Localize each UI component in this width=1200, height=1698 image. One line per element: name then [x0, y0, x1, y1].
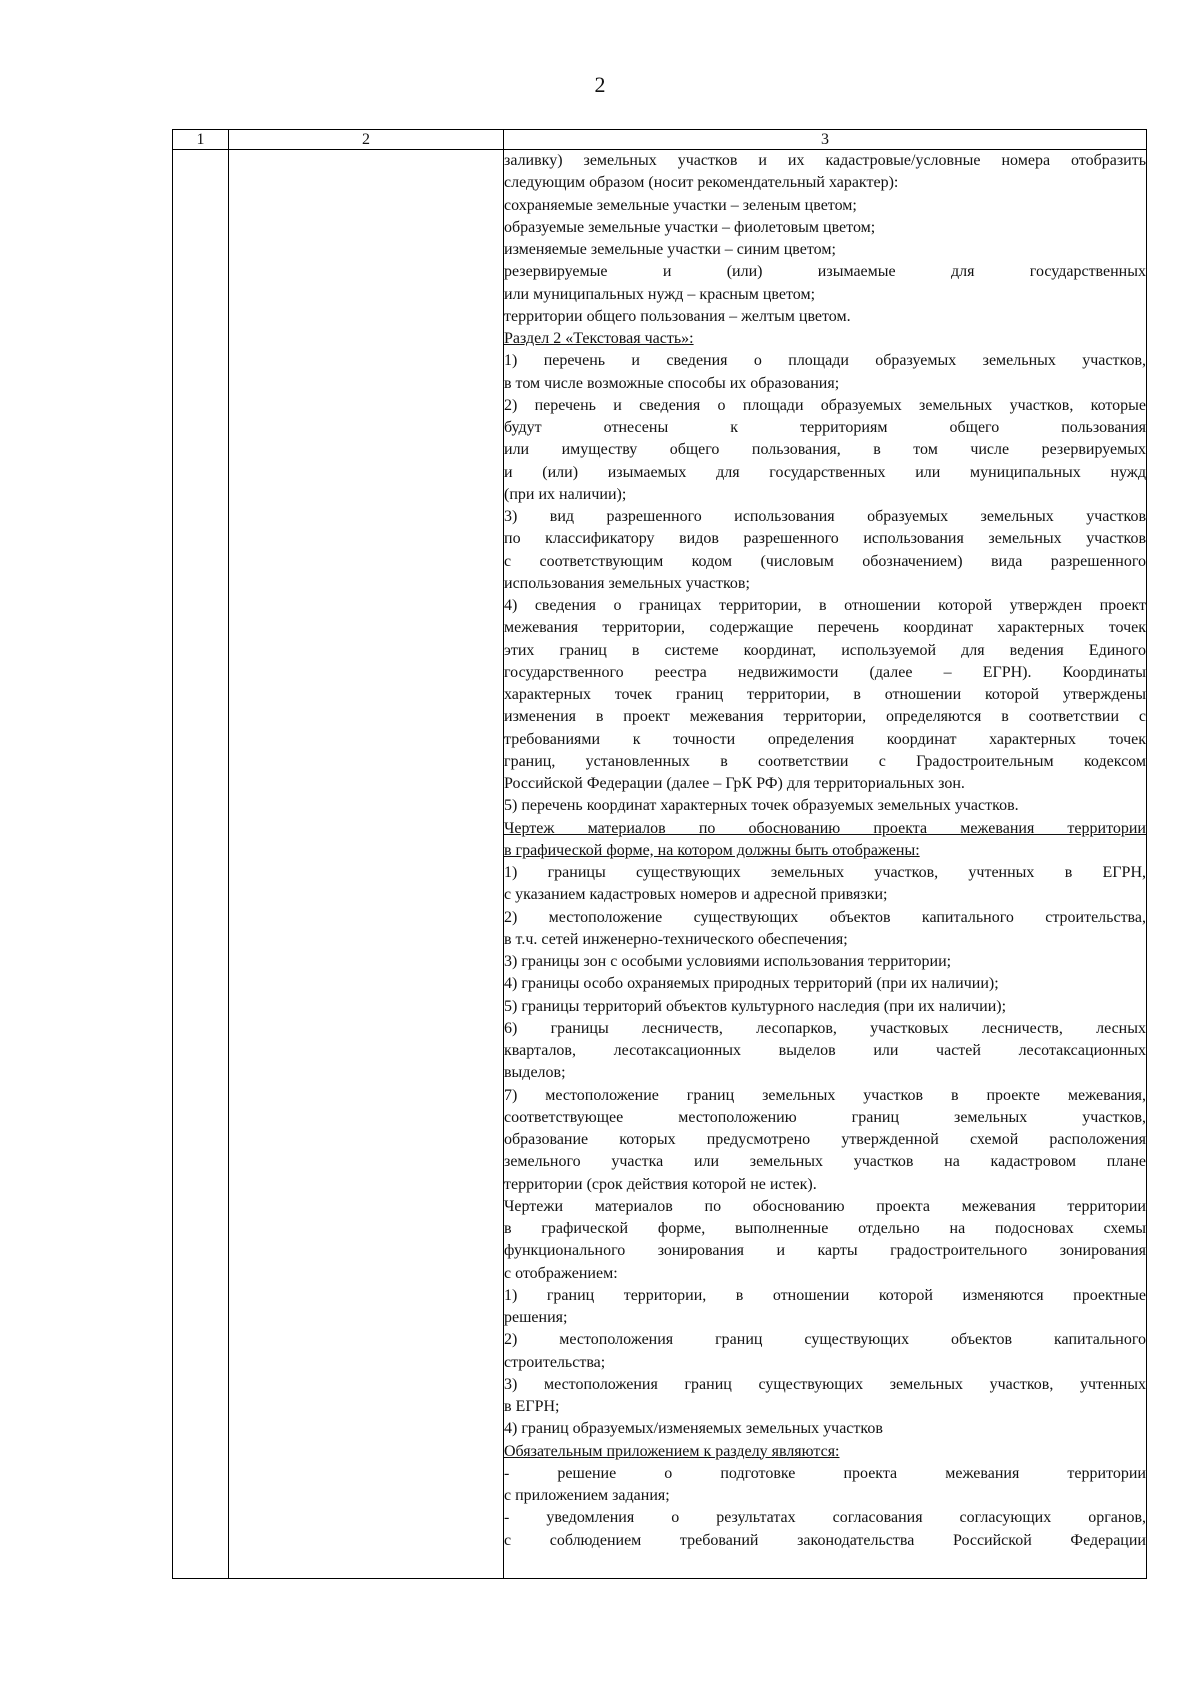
text-line: в ЕГРН;: [504, 1398, 560, 1415]
text-line: изменяемые земельные участки – синим цветом;: [504, 241, 836, 258]
text-line: в том числе возможные способы их образования;: [504, 374, 840, 392]
column-header-1: 1: [173, 130, 229, 150]
text-line: требованиями к точности определения координат характерных точек: [504, 730, 1146, 748]
text-line: Российской Федерации (далее – ГрК РФ) для территориальных зон.: [504, 775, 965, 792]
text-line: и (или) изымаемых для государственных или муниципальных нужд: [504, 463, 1146, 481]
text-line: или муниципальных нужд – красным цветом;: [504, 285, 816, 303]
text-line: 3) границы зон с особыми условиями использования территории;: [504, 953, 952, 970]
text-line: с соответствующим кодом (числовым обозначением) вида разрешенного: [504, 552, 1146, 570]
text-line: резервируемые и (или) изымаемые для государственных: [504, 263, 1146, 281]
table-row: [173, 150, 1147, 1579]
text-line: образование которых предусмотрено утвержденной схемой расположения: [504, 1131, 1146, 1148]
text-line: межевания территории, содержащие перечень координат характерных точек: [504, 619, 1146, 637]
table-header-row: [173, 130, 1147, 150]
text-line: Чертежи материалов по обоснованию проекта межевания территории: [504, 1197, 1146, 1215]
text-line: 4) сведения о границах территории, в отношении которой утвержден проект: [504, 597, 1146, 614]
text-line: будут отнесены к территориям общего пользования: [504, 419, 1146, 436]
text-line: государственного реестра недвижимости (далее – ЕГРН). Координаты: [504, 663, 1146, 681]
cell-name: [229, 150, 504, 1579]
requirements-table: [172, 129, 1147, 1579]
text-line: функционального зонирования и карты градостроительного зонирования: [504, 1242, 1146, 1260]
text-line: в графической форме, на котором должны быть отображены:: [504, 841, 920, 859]
cell-requirements: [504, 150, 1147, 1579]
text-line: границ, установленных в соответствии с Градостроительным кодексом: [504, 752, 1146, 770]
cell-number: [173, 150, 229, 1579]
text-line: 5) границы территорий объектов культурного наследия (при их наличии);: [504, 997, 1007, 1015]
text-line: 6) границы лесничеств, лесопарков, участковых лесничеств, лесных: [504, 1019, 1146, 1037]
text-line: характерных точек границ территории, в отношении которой утверждены: [504, 686, 1146, 703]
text-line: с приложением задания;: [504, 1487, 670, 1504]
text-line: с отображением:: [504, 1264, 618, 1282]
text-line: - решение о подготовке проекта межевания территории: [504, 1464, 1146, 1482]
text-line: 3) вид разрешенного использования образуемых земельных участков: [504, 508, 1146, 525]
text-line: Чертеж материалов по обоснованию проекта межевания территории: [504, 819, 1146, 837]
text-line: территории общего пользования – желтым цветом.: [504, 307, 851, 325]
text-line: в графической форме, выполненные отдельно на подосновах схемы: [504, 1220, 1146, 1237]
column-header-3: 3: [504, 130, 1147, 150]
text-line: в т.ч. сетей инженерно-технического обеспечения;: [504, 930, 848, 948]
column-header-2: 2: [229, 130, 504, 150]
text-line: 2) местоположения границ существующих объектов капитального: [504, 1331, 1146, 1349]
page-number: 2: [594, 72, 606, 97]
text-line: 1) перечень и сведения о площади образуемых земельных участков,: [504, 352, 1146, 370]
text-line: 4) границы особо охраняемых природных территорий (при их наличии);: [504, 975, 999, 993]
text-line: Раздел 2 «Текстовая часть»:: [504, 330, 694, 347]
text-line: с указанием кадастровых номеров и адресной привязки;: [504, 886, 888, 904]
text-line: Обязательным приложением к разделу являются:: [504, 1442, 840, 1460]
text-line: следующим образом (носит рекомендательный характер):: [504, 174, 899, 192]
text-line: по классификатору видов разрешенного использования земельных участков: [504, 530, 1146, 548]
text-line: 2) местоположение существующих объектов капитального строительства,: [504, 908, 1146, 926]
text-line: земельного участка или земельных участков на кадастровом плане: [504, 1153, 1146, 1171]
text-line: образуемые земельные участки – фиолетовым цветом;: [504, 218, 876, 236]
text-line: 4) границ образуемых/изменяемых земельных участков: [504, 1420, 883, 1438]
text-line: этих границ в системе координат, используемой для ведения Единого: [504, 641, 1146, 659]
text-line: изменения в проект межевания территории, определяются в соответствии с: [504, 708, 1146, 726]
text-line: 5) перечень координат характерных точек образуемых земельных участков.: [504, 797, 1019, 815]
text-line: (при их наличии);: [504, 485, 627, 503]
text-line: кварталов, лесотаксационных выделов или частей лесотаксационных: [504, 1042, 1146, 1059]
text-line: сохраняемые земельные участки – зеленым цветом;: [504, 196, 857, 214]
text-line: - уведомления о результатах согласования согласующих органов,: [504, 1509, 1146, 1527]
text-line: решения;: [504, 1309, 568, 1326]
text-line: 1) границ территории, в отношении которой изменяются проектные: [504, 1286, 1146, 1304]
text-line: выделов;: [504, 1064, 566, 1082]
text-line: соответствующее местоположению границ земельных участков,: [504, 1108, 1146, 1126]
text-line: территории (срок действия которой не истек).: [504, 1175, 817, 1193]
text-line: использования земельных участков;: [504, 574, 750, 592]
text-line: с соблюдением требований законодательства Российской Федерации: [504, 1531, 1146, 1549]
text-line: 7) местоположение границ земельных участков в проекте межевания,: [504, 1086, 1146, 1104]
text-line: или имуществу общего пользования, в том числе резервируемых: [504, 441, 1146, 459]
text-line: 3) местоположения границ существующих земельных участков, учтенных: [504, 1375, 1146, 1393]
text-line: строительства;: [504, 1353, 606, 1371]
text-line: 1) границы существующих земельных участков, учтенных в ЕГРН,: [504, 864, 1146, 881]
text-line: 2) перечень и сведения о площади образуемых земельных участков, которые: [504, 396, 1146, 414]
text-line: заливку) земельных участков и их кадастровые/условные номера отобразить: [504, 152, 1146, 169]
